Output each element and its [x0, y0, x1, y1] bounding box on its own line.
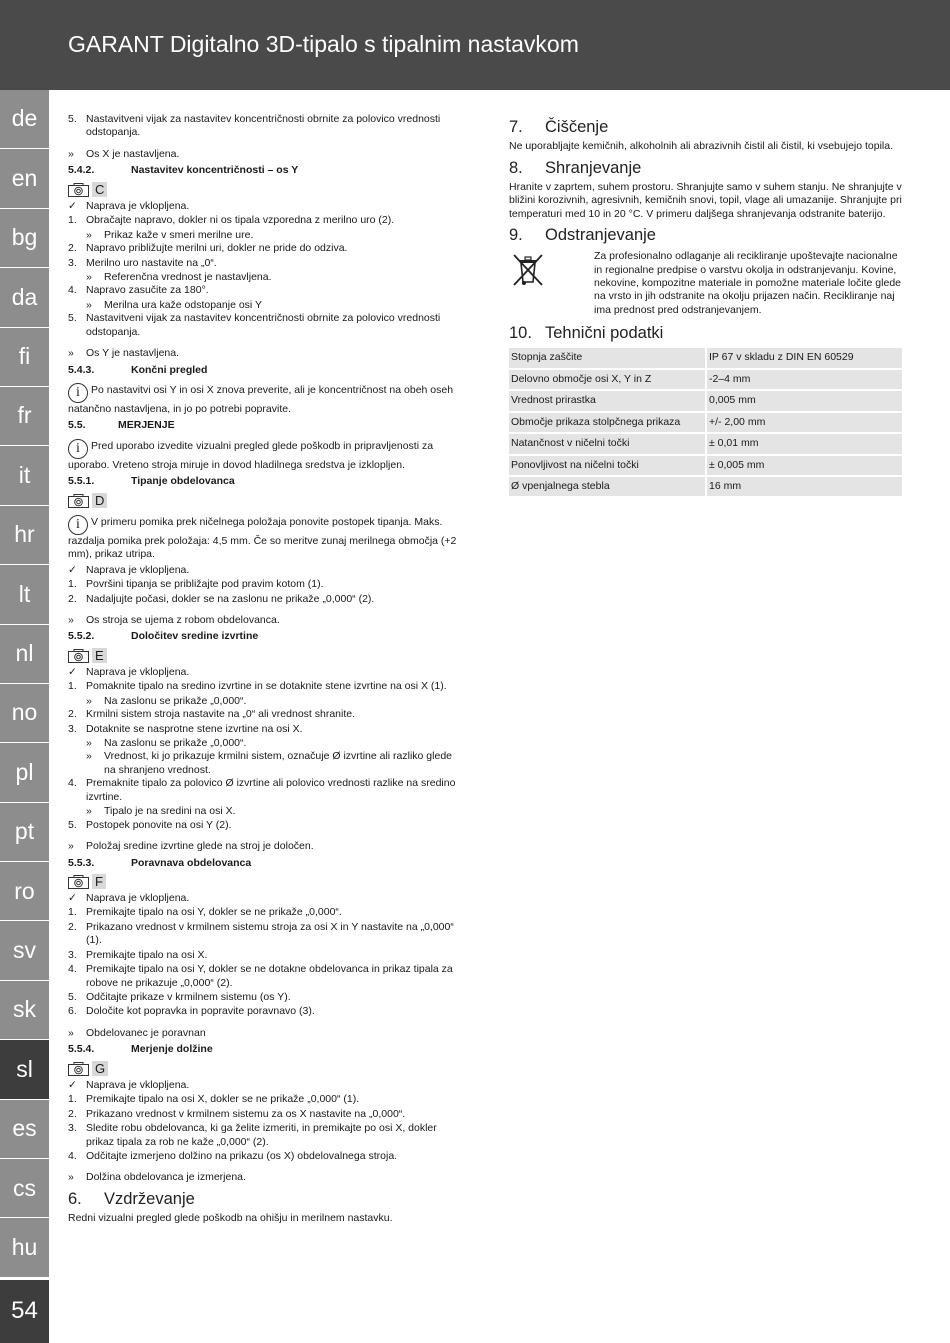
step-text: Nastavitveni vijak za nastavitev koncentričnosti obrnite za polovico vrednosti odstopanja.	[86, 113, 441, 139]
technical-data-table	[509, 346, 904, 498]
info-icon: i	[68, 439, 88, 459]
camera-icon	[68, 875, 89, 889]
section-heading-5-5: 5.5. MERJENJE	[68, 419, 175, 432]
result-text: Obdelovanec je poravnan	[86, 1026, 206, 1039]
step-text: Napravo približujte merilni uri, dokler ne pride do odziva.	[86, 242, 348, 255]
result-text: Dolžina obdelovanca je izmerjena.	[86, 1171, 246, 1184]
step-text: Prikazano vrednost v krmilnem sistemu za os X nastavite na „0,000“.	[86, 1107, 406, 1120]
table-cell: 16 mm	[707, 477, 904, 496]
language-tab-fr[interactable]: fr	[0, 387, 49, 446]
table-cell: Delovno območje osi X, Y in Z	[509, 370, 707, 389]
precondition: Naprava je vklopljena.	[86, 1078, 190, 1091]
page-header	[0, 0, 950, 90]
table-cell: ± 0,005 mm	[707, 456, 904, 475]
step-text: Pomaknite tipalo na sredino izvrtine in se dotaknite stene izvrtine na osi X (1).	[86, 680, 447, 693]
step-text: Postopek ponovite na osi Y (2).	[86, 818, 232, 831]
language-tabs	[0, 90, 49, 1278]
page-title: GARANT Digitalno 3D-tipalo s tipalnim nastavkom	[68, 31, 579, 57]
paragraph: Redni vizualni pregled glede poškodb na ohišju in merilnem nastavku.	[68, 1211, 393, 1224]
section-heading-5-4-3: 5.4.3. Končni pregled	[68, 363, 208, 376]
figure-ref-c: C	[68, 182, 458, 198]
figure-ref-d: D	[68, 493, 458, 509]
step-text: Prikazano vrednost v krmilnem sistemu stroja za osi X in Y nastavite na „0,000“ (1).	[86, 920, 454, 947]
language-tab-fi[interactable]: fi	[0, 328, 49, 387]
section-heading-5-5-3: 5.5.3. Poravnava obdelovanca	[68, 856, 252, 869]
precondition: Naprava je vklopljena.	[86, 891, 190, 904]
table-row	[509, 370, 904, 389]
language-tab-pl[interactable]: pl	[0, 743, 49, 802]
language-tab-en[interactable]: en	[0, 149, 49, 208]
table-cell: Vrednost prirastka	[509, 391, 707, 410]
table-cell: Stopnja zaščite	[509, 348, 707, 367]
info-icon: i	[68, 515, 88, 535]
step-text: Nastavitveni vijak za nastavitev koncentričnosti obrnite za polovico vrednosti odstopanja.	[86, 312, 441, 338]
table-row	[509, 477, 904, 496]
info-note: i Pred uporabo izvedite vizualni pregled glede poškodb in pripravljenosti za uporabo. Vreteno stroja miruje in dovod hladilnega sredstva je izklopljen.	[68, 439, 434, 471]
section-heading-9: 9. Odstranjevanje	[509, 225, 656, 244]
result-text: Os X je nastavljena.	[86, 147, 180, 160]
section-heading-5-4-2: 5.4.2. Nastavitev koncentričnosti – os Y	[68, 164, 299, 177]
section-heading-7: 7. Čiščenje	[509, 118, 609, 136]
precondition: Naprava je vklopljena.	[86, 665, 190, 678]
language-tab-no[interactable]: no	[0, 684, 49, 743]
table-cell: ± 0,01 mm	[707, 434, 904, 453]
table-cell: Ø vpenjalnega stebla	[509, 477, 707, 496]
section-heading-5-5-2: 5.5.2. Določitev sredine izvrtine	[68, 630, 259, 643]
camera-icon	[68, 649, 89, 663]
figure-ref-e: E	[68, 648, 458, 664]
camera-icon	[68, 1062, 89, 1076]
right-column	[509, 113, 904, 498]
paragraph: Za profesionalno odlaganje ali recikliranje upoštevajte nacionalne in regionalne predpise o varstvu okolja in odstranjevanju. Kovine, nekovine, kompozitne materiale in pomožne materiale ločite glede na vrsto in jih odstranite na okolju prijazen način. Recikliranje naj ima prednost pred odstranjevanjem.	[594, 250, 902, 316]
language-tab-cs[interactable]: cs	[0, 1159, 49, 1218]
paragraph: Ne uporabljajte kemičnih, alkoholnih ali abrazivnih čistil ali čistil, ki vsebujejo topila.	[509, 140, 894, 153]
paragraph: Hranite v zaprtem, suhem prostoru. Shranjujte samo v suhem stanju. Ne shranjujte v bližini korozivnih, agresivnih, kemičnih snovi, topil, vlage ali umazanije. Shranjujte pri temperaturi med 10 in 20 °C. V primeru daljšega shranjevanja odstranite baterijo.	[509, 180, 902, 220]
result-text: Os Y je nastavljena.	[86, 347, 180, 360]
step-text: Sledite robu obdelovanca, ki ga želite izmeriti, in premikajte po osi X, dokler prikaz tipala za rob ne kaže „0,000“ (2).	[86, 1122, 437, 1148]
table-row	[509, 348, 904, 367]
info-note: i V primeru pomika prek ničelnega položaja ponovite postopek tipanja. Maks. razdalja pomika prek položaja: 4,5 mm. Če so meritve zunaj merilnega območja (+2 mm), prikaz utripa.	[68, 515, 457, 561]
step-result: Vrednost, ki jo prikazuje krmilni sistem, označuje Ø izvrtine ali razliko glede na shranjeno vrednost.	[104, 750, 452, 776]
language-tab-sv[interactable]: sv	[0, 921, 49, 980]
table-cell: Ponovljivost na ničelni točki	[509, 456, 707, 475]
language-tab-hr[interactable]: hr	[0, 506, 49, 565]
step-result: Prikaz kaže v smeri merilne ure.	[104, 228, 254, 241]
step-text: Napravo zasučite za 180°.	[86, 284, 209, 297]
step-text: Premikajte tipalo na osi Y, dokler se ne dotakne obdelovanca in prikaz tipala za robove ne prikazuje „0,000“ (2).	[86, 963, 453, 989]
step-text: Krmilni sistem stroja nastavite na „0“ ali vrednost shranite.	[86, 708, 356, 721]
step-result: Na zaslonu se prikaže „0,000“.	[104, 694, 247, 707]
step-text: Površini tipanja se približajte pod pravim kotom (1).	[86, 578, 324, 591]
section-heading-6: 6. Vzdrževanje	[68, 1189, 195, 1208]
left-column: 5. Nastavitveni vijak za nastavitev koncentričnosti obrnite za polovico vrednosti odstopanja. » Os X je nastavljena. 5.4.2. Nastavitev koncentričnosti – os Y C ✓ Naprava je vklopljena. 1. Obračajte napravo, dokler ni os tipala vzporedna z merilno uro (2). » Prikaz kaže v smeri merilne ure. 2. Napravo približujte merilni uri, dokler ne pride do odziva. 3. Merilno uro nastavite na „0“. » Referenčna vrednost je nastavljena. 4. Napravo zasučite za 180°. » Merilna ura kaže odstopanje osi Y 5. Nastavitveni vijak za nastavitev koncentričnosti obrnite za polovico vrednosti odstopanja. » Os Y je nastavljena. 5.4.3. Končni pregled i Po nastavitvi osi Y in osi X znova preverite, ali je koncentričnost na obeh oseh natančno nastavljena, in jo po potrebi popravite. 5.5. MERJENJE i Pred uporabo izvedite vizualni pregled glede poškodb in pripravljenosti za uporabo. Vreteno stroja miruje in dovod hladilnega sredstva je izklopljen. 5.5.1. Tipanje obdelovanca D i V primeru pomika prek ničelnega položaja ponovite postopek tipanja. Maks. razdalja pomika prek položaja: 4,5 mm. Če so meritve zunaj merilnega območja (+2 mm), prikaz utripa. ✓ Naprava je vklopljena. 1. Površini tipanja se približajte pod pravim kotom (1). 2. Nadaljujte počasi, dokler se na zaslonu ne prikaže „0,000“ (2). » Os stroja se ujema z robom obdelovanca. 5.5.2. Določitev sredine izvrtine E ✓ Naprava je vklopljena. 1. Pomaknite tipalo na sredino izvrtine in se dotaknite stene izvrtine na osi X (1). » Na zaslonu se prikaže „0,000“. 2. Krmilni sistem stroja nastavite na „0“ ali vrednost shranite. 3. Dotaknite se nasprotne stene izvrtine na osi X. » Na zaslonu se prikaže „0,000“. » Vrednost, ki jo prikazuje krmilni sistem, označuje Ø izvrtine ali razliko glede na shranjeno vrednost. 4. Premaknite tipalo za polovico Ø izvrtine ali polovico vrednosti razlike na sredino izvrtine. » Tipalo je na sredini na osi X. 5. Postopek ponovite na osi Y (2). » Položaj sredine izvrtine glede na stroj je določen. 5.5.3. Poravnava obdelovanca F ✓ Naprava je vklopljena. 1. Premikajte tipalo na osi Y, dokler se ne prikaže „0,000“. 2. Prikazano vrednost v krmilnem sistemu stroja za osi X in Y nastavite na „0,000“ (1). 3. Premikajte tipalo na osi X. 4. Premikajte tipalo na osi Y, dokler se ne dotakne obdelovanca in prikaz tipala za robove ne prikazuje „0,000“ (2). 5. Odčitajte prikaze v krmilnem sistemu (os Y). 6. Določite kot popravka in popravite poravnavo (3). » Obdelovanec je poravnan 5.5.4. Merjenje dolžine G ✓ Naprava je vklopljena. 1. Premikajte tipalo na osi X, dokler se ne prikaže „0,000“ (1). 2. Prikazano vrednost v krmilnem sistemu za os X nastavite na „0,000“. 3. Sledite robu obdelovanca, ki ga želite izmeriti, in premikajte po osi X, dokler prikaz tipala za rob ne kaže „0,000“ (2). 4. Odčitajte izmerjeno dolžino na prikazu (os X) obdelovalnega stroja. » Dolžina obdelovanca je izmerjena. 6. Vzdrževanje Redni vizualni pregled glede poškodb na ohišju in merilnem nastavku.	[68, 113, 457, 1224]
camera-icon	[68, 183, 89, 197]
precondition: Naprava je vklopljena.	[86, 199, 190, 212]
table-row	[509, 391, 904, 410]
step-text: Premaknite tipalo za polovico Ø izvrtine ali polovico vrednosti razlike na sredino izvrtine.	[86, 777, 456, 803]
step-result: Merilna ura kaže odstopanje osi Y	[104, 298, 262, 311]
section-heading-5-5-1: 5.5.1. Tipanje obdelovanca	[68, 475, 235, 488]
table-cell: Območje prikaza stolpčnega prikaza	[509, 413, 707, 432]
step-text: Premikajte tipalo na osi Y, dokler se ne prikaže „0,000“.	[86, 906, 342, 919]
disposal-block	[509, 250, 904, 319]
section-heading-5-5-4: 5.5.4. Merjenje dolžine	[68, 1043, 213, 1056]
step-text: Dotaknite se nasprotne stene izvrtine na osi X.	[86, 722, 303, 735]
step-text: Določite kot popravka in popravite poravnavo (3).	[86, 1005, 315, 1018]
camera-icon	[68, 494, 89, 508]
language-tab-ro[interactable]: ro	[0, 862, 49, 921]
step-text: Premikajte tipalo na osi X.	[86, 948, 208, 961]
result-text: Položaj sredine izvrtine glede na stroj je določen.	[86, 840, 314, 853]
table-cell: -2–4 mm	[707, 370, 904, 389]
table-cell: Natančnost v ničelni točki	[509, 434, 707, 453]
step-text: Odčitajte izmerjeno dolžino na prikazu (os X) obdelovalnega stroja.	[86, 1149, 398, 1162]
language-tab-pt[interactable]: pt	[0, 803, 49, 862]
figure-ref-f: F	[68, 874, 458, 890]
step-text: Premikajte tipalo na osi X, dokler se ne prikaže „0,000“ (1).	[86, 1093, 360, 1106]
section-heading-8: 8. Shranjevanje	[509, 158, 642, 177]
page-number: 54	[0, 1280, 49, 1343]
language-tab-sk[interactable]: sk	[0, 981, 49, 1040]
language-tab-lt[interactable]: lt	[0, 565, 49, 624]
language-tab-de[interactable]: de	[0, 90, 49, 149]
info-icon: i	[68, 383, 88, 403]
figure-ref-g: G	[68, 1061, 458, 1077]
language-tab-nl[interactable]: nl	[0, 625, 49, 684]
language-tab-hu[interactable]: hu	[0, 1218, 49, 1277]
info-note: i Po nastavitvi osi Y in osi X znova preverite, ali je koncentričnost na obeh oseh natančno nastavljena, in jo po potrebi popravite.	[68, 384, 454, 415]
table-row	[509, 434, 904, 453]
crossed-bin-icon	[509, 250, 594, 319]
step-result: Na zaslonu se prikaže „0,000“.	[104, 737, 247, 749]
language-tab-it[interactable]: it	[0, 446, 49, 505]
step-text: Odčitajte prikaze v krmilnem sistemu (os Y).	[86, 991, 291, 1003]
step-text: Merilno uro nastavite na „0“.	[86, 256, 217, 269]
step-text: Nadaljujte počasi, dokler se na zaslonu ne prikaže „0,000“ (2).	[86, 592, 375, 605]
step-result: Referenčna vrednost je nastavljena.	[104, 270, 272, 283]
precondition: Naprava je vklopljena.	[86, 563, 190, 576]
step-result: Tipalo je na sredini na osi X.	[104, 805, 236, 818]
table-cell: IP 67 v skladu z DIN EN 60529	[707, 348, 904, 367]
section-heading-10: 10. Tehnični podatki	[509, 324, 664, 343]
table-cell: +/- 2,00 mm	[707, 413, 904, 432]
table-row	[509, 413, 904, 432]
result-text: Os stroja se ujema z robom obdelovanca.	[86, 613, 280, 626]
language-tab-bg[interactable]: bg	[0, 209, 49, 268]
table-cell: 0,005 mm	[707, 391, 904, 410]
language-tab-da[interactable]: da	[0, 268, 49, 327]
language-tab-es[interactable]: es	[0, 1100, 49, 1159]
step-text: Obračajte napravo, dokler ni os tipala vzporedna z merilno uro (2).	[86, 214, 395, 227]
table-row	[509, 456, 904, 475]
language-tab-sl[interactable]: sl	[0, 1040, 49, 1099]
